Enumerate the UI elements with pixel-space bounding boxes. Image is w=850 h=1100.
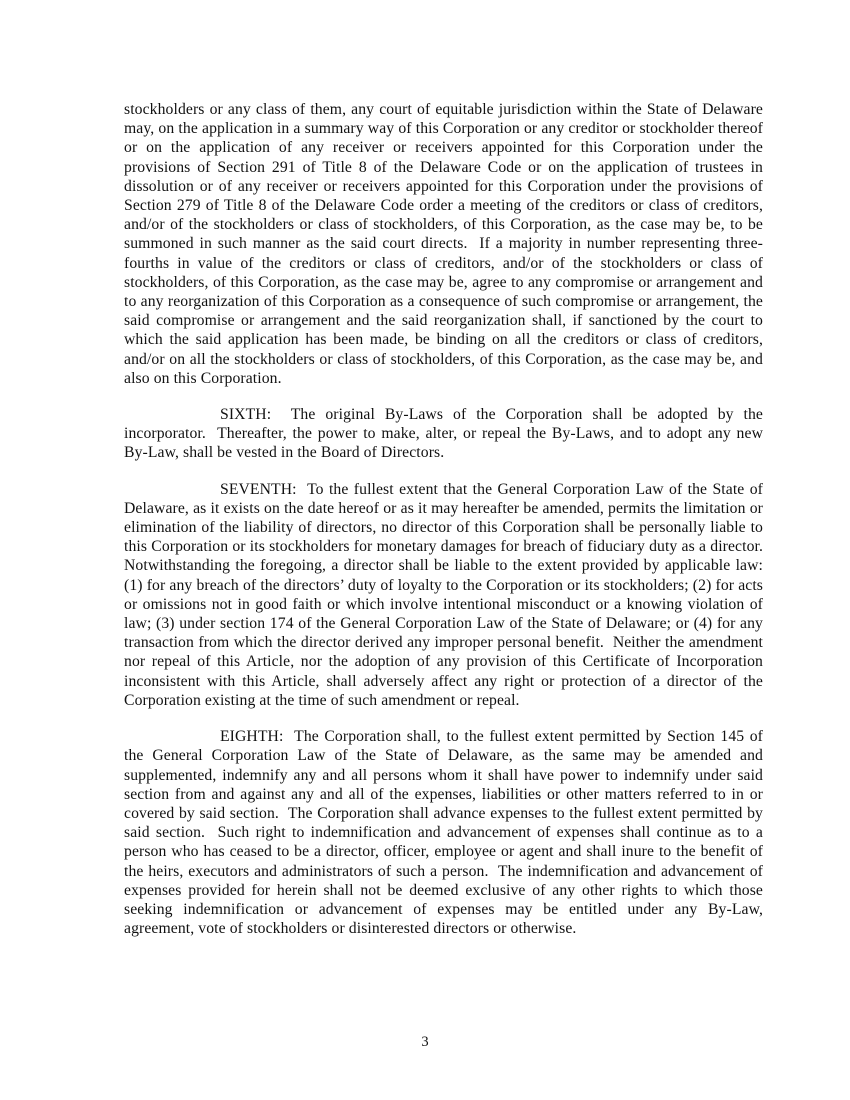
- document-body: [124, 100, 772, 938]
- page-number: 3: [421, 1034, 429, 1050]
- paragraph-article-eighth: EIGHTH: The Corporation shall, to the fullest extent permitted by Section 145 of the General Corporation Law of the State of Delaware, as the same may be amended and supplemented, indemnify any and all persons whom it shall have power to indemnify under said section from and against any and all of the expenses, liabilities or other matters referred to in or covered by said section. The Corporation shall advance expenses to the fullest extent permitted by said section. Such right to indemnification and advancement of expenses shall continue as to a person who has ceased to be a director, officer, employee or agent and shall inure to the benefit of the heirs, executors and administrators of such a person. The indemnification and advancement of expenses provided for herein shall not be deemed exclusive of any other rights to which those seeking indemnification or advancement of expenses may be entitled under any By-Law, agreement, vote of stockholders or disinterested directors or otherwise.: [124, 728, 768, 938]
- paragraph-article-seventh: SEVENTH: To the fullest extent that the General Corporation Law of the State of Delaware, as it exists on the date hereof or as it may hereafter be amended, permits the limitation or elimination of the liability of directors, no director of this Corporation shall be personally liable to this Corporation or its stockholders for monetary damages for breach of fiduciary duty as a director. Notwithstanding the foregoing, a director shall be liable to the extent provided by applicable law: (1) for any breach of the directors’ duty of loyalty to the Corporation or its stockholders; (2) for acts or omissions not in good faith or which involve intentional misconduct or a knowing violation of law; (3) under section 174 of the General Corporation Law of the State of Delaware; or (4) for any transaction from which the director derived any improper personal benefit. Neither the amendment nor repeal of this Article, nor the adoption of any provision of this Certificate of Incorporation inconsistent with this Article, shall adversely affect any right or protection of a director of the Corporation existing at the time of such amendment or repeal.: [124, 480, 772, 709]
- paragraph-article-sixth: SIXTH: The original By-Laws of the Corporation shall be adopted by the incorporator. Thereafter, the power to make, alter, or repeal the By-Laws, and to adopt any new By-Law, shall be vested in the Board of Directors.: [124, 406, 768, 462]
- paragraph-continuation: stockholders or any class of them, any court of equitable jurisdiction within the State of Delaware may, on the application in a summary way of this Corporation or any creditor or stockholder thereof or on the application of any receiver or receivers appointed for this Corporation under the provisions of Section 291 of Title 8 of the Delaware Code or on the application of trustees in dissolution or of any receiver or receivers appointed for this Corporation under the provisions of Section 279 of Title 8 of the Delaware Code order a meeting of the creditors or class of creditors, and/or of the stockholders or class of stockholders, of this Corporation, as the case may be, to be summoned in such manner as the said court directs. If a majority in number representing three-fourths in value of the creditors or class of creditors, and/or of the stockholders or class of stockholders, of this Corporation, as the case may be, agree to any compromise or arrangement and to any reorganization of this Corporation as a consequence of such compromise or arrangement, the said compromise or arrangement and the said reorganization shall, if sanctioned by the court to which the said application has been made, be binding on all the creditors or class of creditors, and/or on all the stockholders or class of stockholders, of this Corporation, as the case may be, and also on this Corporation.: [124, 101, 768, 387]
